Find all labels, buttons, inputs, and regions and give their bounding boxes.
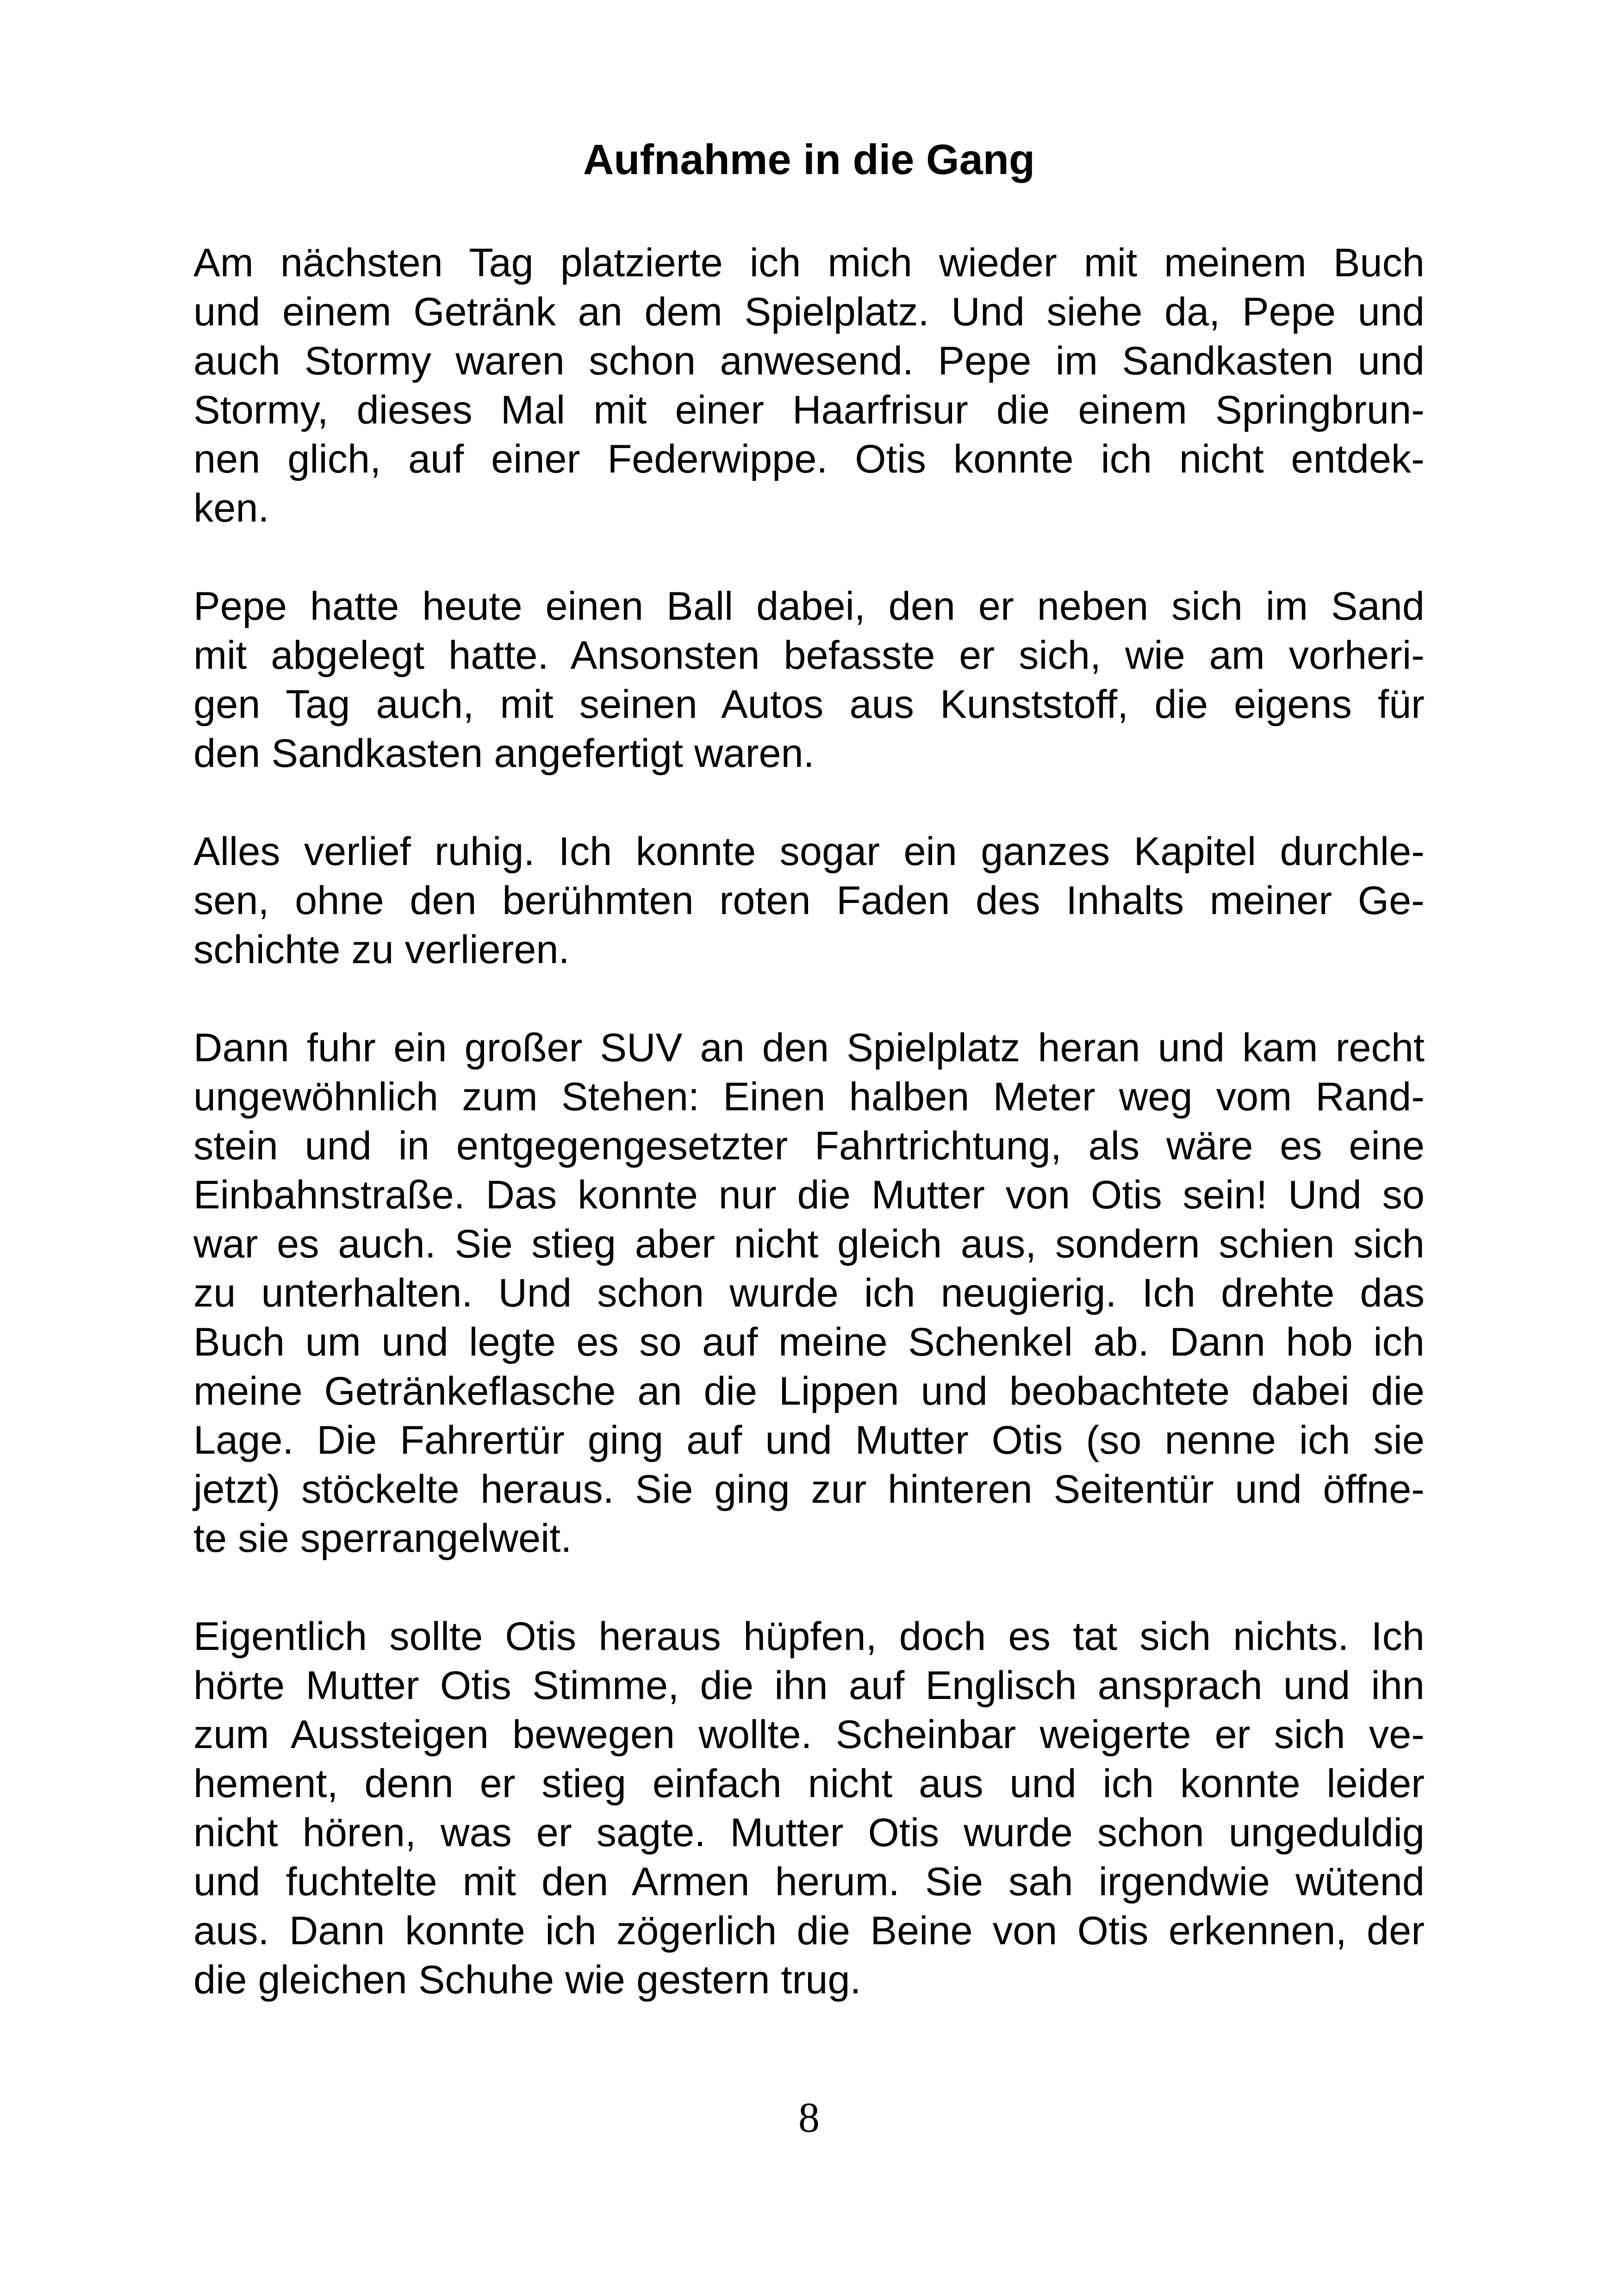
text-line: jetzt) stöckelte heraus. Sie ging zur hinteren Seitentür und öffne- — [193, 1467, 1425, 1512]
text-line: ken. — [193, 486, 269, 530]
text-line: die gleichen Schuhe wie gestern trug. — [193, 1958, 861, 2002]
text-line: und fuchtelte mit den Armen herum. Sie sah irgendwie wütend — [193, 1860, 1425, 1904]
text-line: mit abgelegt hatte. Ansonsten befasste er sich, wie am vorheri- — [193, 633, 1425, 678]
chapter-title: Aufnahme in die Gang — [583, 136, 1035, 183]
text-line: nicht hören, was er sagte. Mutter Otis wurde schon ungeduldig — [193, 1811, 1425, 1855]
text-line: te sie sperrangelweit. — [193, 1516, 572, 1561]
page-number: 8 — [798, 2094, 820, 2141]
text-line: nen glich, auf einer Federwippe. Otis konnte ich nicht entdek- — [193, 437, 1425, 481]
text-line: meine Getränkeflasche an die Lippen und beobachtete dabei die — [193, 1369, 1425, 1413]
text-line: sen, ohne den berühmten roten Faden des Inhalts meiner Ge- — [193, 878, 1425, 923]
text-line: den Sandkasten angefertigt waren. — [193, 731, 815, 776]
paragraph — [193, 1023, 1425, 1563]
text-line: und einem Getränk an dem Spielplatz. Und siehe da, Pepe und — [193, 290, 1425, 334]
text-line: stein und in entgegengesetzter Fahrtrichtung, als wäre es eine — [193, 1124, 1425, 1168]
text-line: zu unterhalten. Und schon wurde ich neugierig. Ich drehte das — [193, 1271, 1425, 1315]
text-line: Eigentlich sollte Otis heraus hüpfen, doch es tat sich nichts. Ich — [193, 1614, 1425, 1659]
paragraph — [193, 582, 1425, 778]
paragraph — [193, 1612, 1425, 2004]
text-line: hement, denn er stieg einfach nicht aus und ich konnte leider — [193, 1761, 1425, 1806]
paragraph — [193, 827, 1425, 974]
text-line: ungewöhnlich zum Stehen: Einen halben Meter weg vom Rand- — [193, 1075, 1425, 1119]
text-line: auch Stormy waren schon anwesend. Pepe im Sandkasten und — [193, 339, 1425, 383]
text-line: Alles verlief ruhig. Ich konnte sogar ein ganzes Kapitel durchle- — [193, 829, 1425, 874]
text-line: Stormy, dieses Mal mit einer Haarfrisur die einem Springbrun- — [193, 388, 1425, 432]
text-line: Pepe hatte heute einen Ball dabei, den er neben sich im Sand — [193, 584, 1425, 628]
text-line: Einbahnstraße. Das konnte nur die Mutter von Otis sein! Und so — [193, 1173, 1425, 1217]
text-line: war es auch. Sie stieg aber nicht gleich aus, sondern schien sich — [193, 1222, 1425, 1266]
text-line: Dann fuhr ein großer SUV an den Spielplatz heran und kam recht — [193, 1026, 1425, 1070]
text-line: zum Aussteigen bewegen wollte. Scheinbar weigerte er sich ve- — [193, 1712, 1425, 1757]
text-line: schichte zu verlieren. — [193, 927, 570, 972]
text-line: Lage. Die Fahrertür ging auf und Mutter Otis (so nenne ich sie — [193, 1418, 1425, 1462]
text-line: Buch um und legte es so auf meine Schenkel ab. Dann hob ich — [193, 1320, 1425, 1364]
body-text — [193, 238, 1425, 2053]
text-line: aus. Dann konnte ich zögerlich die Beine von Otis erkennen, der — [193, 1909, 1425, 1953]
text-line: gen Tag auch, mit seinen Autos aus Kunststoff, die eigens für — [193, 682, 1425, 727]
text-line: hörte Mutter Otis Stimme, die ihn auf Englisch ansprach und ihn — [193, 1663, 1425, 1708]
paragraph — [193, 238, 1425, 533]
text-line: Am nächsten Tag platzierte ich mich wieder mit meinem Buch — [193, 241, 1425, 285]
